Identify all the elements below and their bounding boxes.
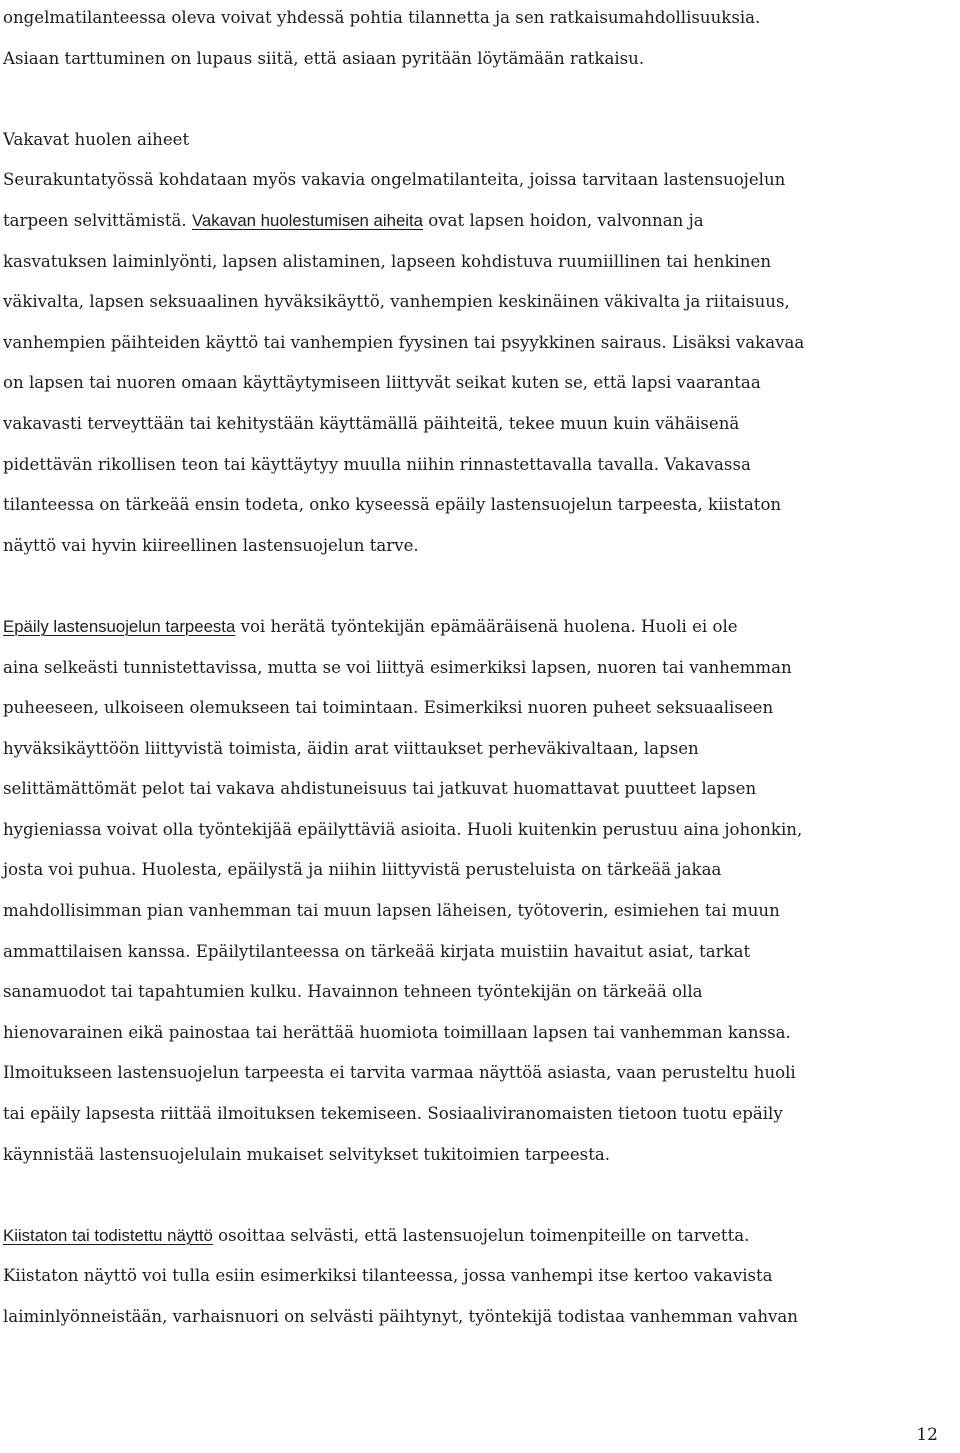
- paragraph-gap: [3, 79, 953, 120]
- text-line: ongelmatilanteessa oleva voivat yhdessä pohtia tilannetta ja sen ratkaisumahdollisuuksia.: [3, 8, 761, 27]
- text-line: hienovarainen eikä painostaa tai herättää huomiota toimillaan lapsen tai vanhemman kanssa.: [3, 1022, 791, 1042]
- text-line: Ilmoitukseen lastensuojelun tarpeesta ei tarvita varmaa näyttöä asiasta, vaan perusteltu huoli: [3, 1063, 796, 1083]
- text-line: [3, 607, 953, 648]
- text-line: [3, 201, 953, 242]
- text-line: Seurakuntatyössä kohdataan myös vakavia ongelmatilanteita, joissa tarvitaan lastensuojelun: [3, 170, 786, 190]
- text-line: hygieniassa voivat olla työntekijää epäilyttäviä asioita. Huoli kuitenkin perustuu aina johonkin,: [3, 819, 803, 839]
- paragraph-gap: [3, 1175, 953, 1216]
- text-line: tai epäily lapsesta riittää ilmoituksen tekemiseen. Sosiaaliviranomaisten tietoon tuotu epäily: [3, 1104, 783, 1124]
- paragraph-evidence: [3, 1216, 953, 1338]
- text-line: puheeseen, ulkoiseen olemukseen tai toimintaan. Esimerkiksi nuoren puheet seksuaaliseen: [3, 698, 774, 718]
- paragraph-suspicion: [3, 607, 953, 1175]
- text-line: vakavasti terveyttään tai kehitystään käyttämällä päihteitä, tekee muun kuin vähäisenä: [3, 413, 740, 433]
- paragraph-gap: [3, 566, 953, 607]
- text-run: ovat lapsen hoidon, valvonnan ja: [423, 210, 704, 230]
- text-line: tilanteessa on tärkeää ensin todeta, onko kyseessä epäily lastensuojelun tarpeesta, kiistaton: [3, 495, 782, 515]
- document-page: [3, 0, 953, 1338]
- text-line: josta voi puhua. Huolesta, epäilystä ja niihin liittyvistä perusteluista on tärkeää jakaa: [3, 860, 722, 880]
- text-line: vanhempien päihteiden käyttö tai vanhempien fyysinen tai psyykkinen sairaus. Lisäksi vakavaa: [3, 332, 805, 352]
- text-line: pidettävän rikollisen teon tai käyttäytyy muulla niihin rinnastettavalla tavalla. Vakavassa: [3, 454, 751, 474]
- text-line: ammattilaisen kanssa. Epäilytilanteessa on tärkeää kirjata muistiin havaitut asiat, tarkat: [3, 941, 751, 961]
- text-line: [3, 1216, 953, 1257]
- text-line: näyttö vai hyvin kiireellinen lastensuojelun tarve.: [3, 535, 419, 555]
- text-line: on lapsen tai nuoren omaan käyttäytymiseen liittyvät seikat kuten se, että lapsi vaarantaa: [3, 373, 761, 393]
- text-line: Asiaan tarttuminen on lupaus siitä, että asiaan pyritään löytämään ratkaisu.: [3, 48, 645, 68]
- text-run: voi herätä työntekijän epämääräisenä huolena. Huoli ei ole: [235, 616, 738, 636]
- text-line: Kiistaton näyttö voi tulla esiin esimerkiksi tilanteessa, jossa vanhempi itse kertoo vakavista: [3, 1266, 773, 1286]
- text-line: kasvatuksen laiminlyönti, lapsen alistaminen, lapseen kohdistuva ruumiillinen tai henkinen: [3, 251, 772, 271]
- paragraph-intro: [3, 0, 953, 79]
- text-line: mahdollisimman pian vanhemman tai muun lapsen läheisen, työtoverin, esimiehen tai muun: [3, 901, 780, 921]
- underlined-term: Epäily lastensuojelun tarpeesta: [3, 616, 236, 636]
- text-line: hyväksikäyttöön liittyvistä toimista, äidin arat viittaukset perheväkivaltaan, lapsen: [3, 738, 699, 758]
- underlined-term: Kiistaton tai todistettu näyttö: [3, 1225, 213, 1245]
- paragraph-serious-concerns: [3, 160, 953, 566]
- text-line: laiminlyönneistään, varhaisnuori on selvästi päihtynyt, työntekijä todistaa vanhemman vahvan: [3, 1307, 798, 1326]
- text-line: sanamuodot tai tapahtumien kulku. Havainnon tehneen työntekijän on tärkeää olla: [3, 982, 703, 1002]
- text-line: väkivalta, lapsen seksuaalinen hyväksikäyttö, vanhempien keskinäinen väkivalta ja riitaisuus,: [3, 292, 790, 312]
- text-line: käynnistää lastensuojelulain mukaiset selvitykset tukitoimien tarpeesta.: [3, 1144, 611, 1164]
- text-line: selittämättömät pelot tai vakava ahdistuneisuus tai jatkuvat huomattavat puutteet lapsen: [3, 779, 757, 799]
- page-number: 12: [916, 1425, 938, 1445]
- section-heading: Vakavat huolen aiheet: [3, 129, 190, 149]
- text-line: aina selkeästi tunnistettavissa, mutta se voi liittyä esimerkiksi lapsen, nuoren tai vanhemman: [3, 657, 792, 677]
- text-run: osoittaa selvästi, että lastensuojelun toimenpiteille on tarvetta.: [212, 1225, 750, 1245]
- underlined-term: Vakavan huolestumisen aiheita: [191, 210, 423, 230]
- text-run: tarpeen selvittämistä.: [3, 210, 192, 230]
